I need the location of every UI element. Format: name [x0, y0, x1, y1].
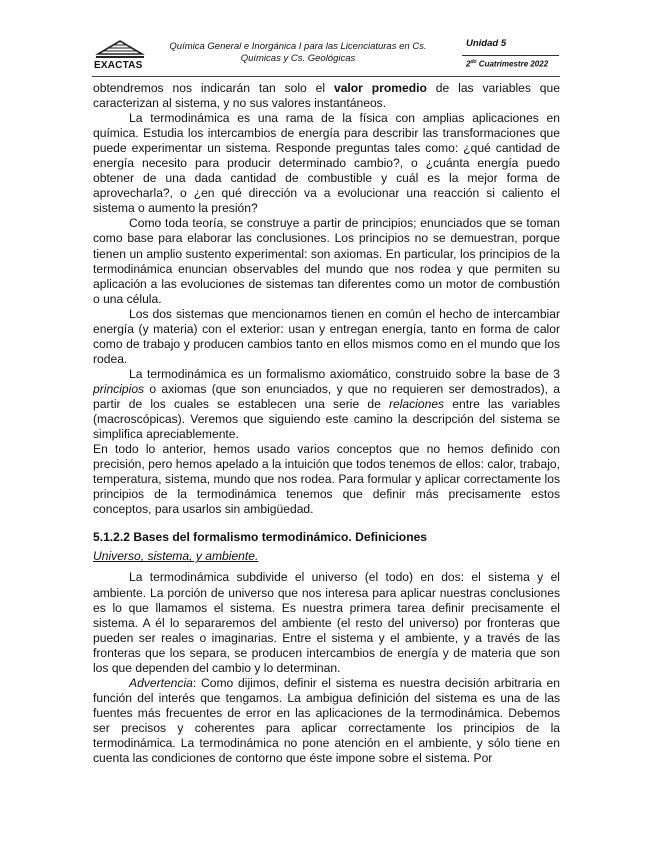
logo-text: EXACTAS — [94, 60, 143, 71]
course-title — [148, 41, 448, 65]
text-run: o axiomas (que son enunciados, y que no requieren ser demostrados), a partir de los cuales se establecen una serie de — [93, 381, 560, 411]
exactas-building-icon — [94, 40, 146, 60]
paragraph: La termodinámica subdivide el universo (el todo) en dos: el sistema y el ambiente. La porción de universo que nos interesa para aplicar nuestras conclusiones es lo que llamamos el sistema. Es nuestra primera tarea definir precisamente el sistema. A él lo separaremos del ambiente (el resto del universo) por fronteras que pueden ser reales o imaginarias. Entre el sistema y el ambiente, y a través de las fronteras que los separa, se producen intercambios de energía y de materia que son los que dependen del cambio y lo determinan. — [93, 570, 560, 675]
text-run: obtendremos nos indicarán tan solo el — [93, 81, 334, 95]
course-title-line-2: Químicas y Cs. Geológicas — [240, 53, 356, 64]
subsection-title: Universo, sistema, y ambiente. — [93, 549, 259, 564]
term-label — [466, 59, 548, 69]
term-ordinal: do — [470, 59, 477, 65]
paragraph — [93, 676, 560, 766]
section-title: 5.1.2.2 Bases del formalismo termodinámico. Definiciones — [93, 530, 428, 545]
paragraph — [93, 367, 560, 442]
paragraph: En todo lo anterior, hemos usado varios conceptos que no hemos definido con precisión, pero hemos apelado a la intuición que todos tenemos de ellos: calor, trabajo, temperatura, sistema, mundo que nos rodea. Para formular y aplicar correctamente los principios de la termodinámica tenemos que definir más precisamente estos conceptos, para usarlos sin ambigüedad. — [93, 442, 560, 517]
course-title-line-1: Química General e Inorgánica I para las Licenciaturas en Cs. — [169, 41, 427, 52]
italic-term: relaciones — [388, 396, 445, 411]
term-number: 2 — [466, 59, 471, 69]
paragraph: Como toda teoría, se construye a partir de principios; enunciados que se toman como base para elaborar las conclusiones. Los principios no se demuestran, porque tienen un amplio sustento experimental: son axiomas. En particular, los principios de la termodinámica enuncian observables del mundo que nos rodea y que permiten su aplicación a las evoluciones de sistemas tan diferentes como un motor de combustión o una célula. — [93, 216, 560, 306]
term-text: Cuatrimestre 2022 — [476, 59, 549, 69]
paragraph: Los dos sistemas que mencionamos tienen en común el hecho de intercambiar energía (y materia) con el exterior: usan y entregan energía, tanto en forma de calor como de trabajo y producen cambios tanto en ellos mismos como en el mundo que los rodea. — [93, 306, 560, 366]
paragraph — [93, 81, 560, 111]
exactas-logo — [94, 40, 146, 72]
header-divider — [462, 55, 559, 56]
text-run: La termodinámica es un formalismo axiomático, construido sobre la base de 3 — [129, 366, 560, 381]
document-body — [93, 81, 560, 766]
bold-term: valor promedio — [333, 81, 427, 95]
text-run: de las variables que caracterizan al sistema, y no sus valores instantáneos. — [93, 81, 560, 111]
text-run: entre las variables (macroscópicas). Veremos que siguiendo este camino la descripción del sistema se simplifica apreciablemente. — [93, 396, 560, 442]
italic-term: Advertencia — [129, 675, 193, 690]
italic-term: principios — [93, 381, 145, 396]
unit-label: Unidad 5 — [466, 38, 507, 49]
paragraph: La termodinámica es una rama de la física con amplias aplicaciones en química. Estudia los intercambios de energía para describir las transformaciones que puede experimentar un sistema. Responde preguntas tales como: ¿qué cantidad de energía necesito para producir determinado cambio?, o ¿cuánta energía puedo obtener de una dada cantidad de combustible y cuál es la mejor forma de aprovecharla?, o ¿en qué dirección va a evolucionar una reacción si caliento el sistema o aumento la presión? — [93, 111, 560, 216]
header-bottom-rule — [92, 76, 560, 77]
text-run: : Como dijimos, definir el sistema es nuestra decisión arbitraria en función del interés que tengamos. La ambigua definición del sistema es una de las fuentes más frecuentes de error en las aplicaciones de la termodinámica. Debemos ser precisos y coherentes para aplicar correctamente los principios de la termodinámica. La termodinámica no pone atención en el ambiente, y sólo tiene en cuenta las condiciones de contorno que éste impone sobre el sistema. Por — [93, 675, 560, 766]
